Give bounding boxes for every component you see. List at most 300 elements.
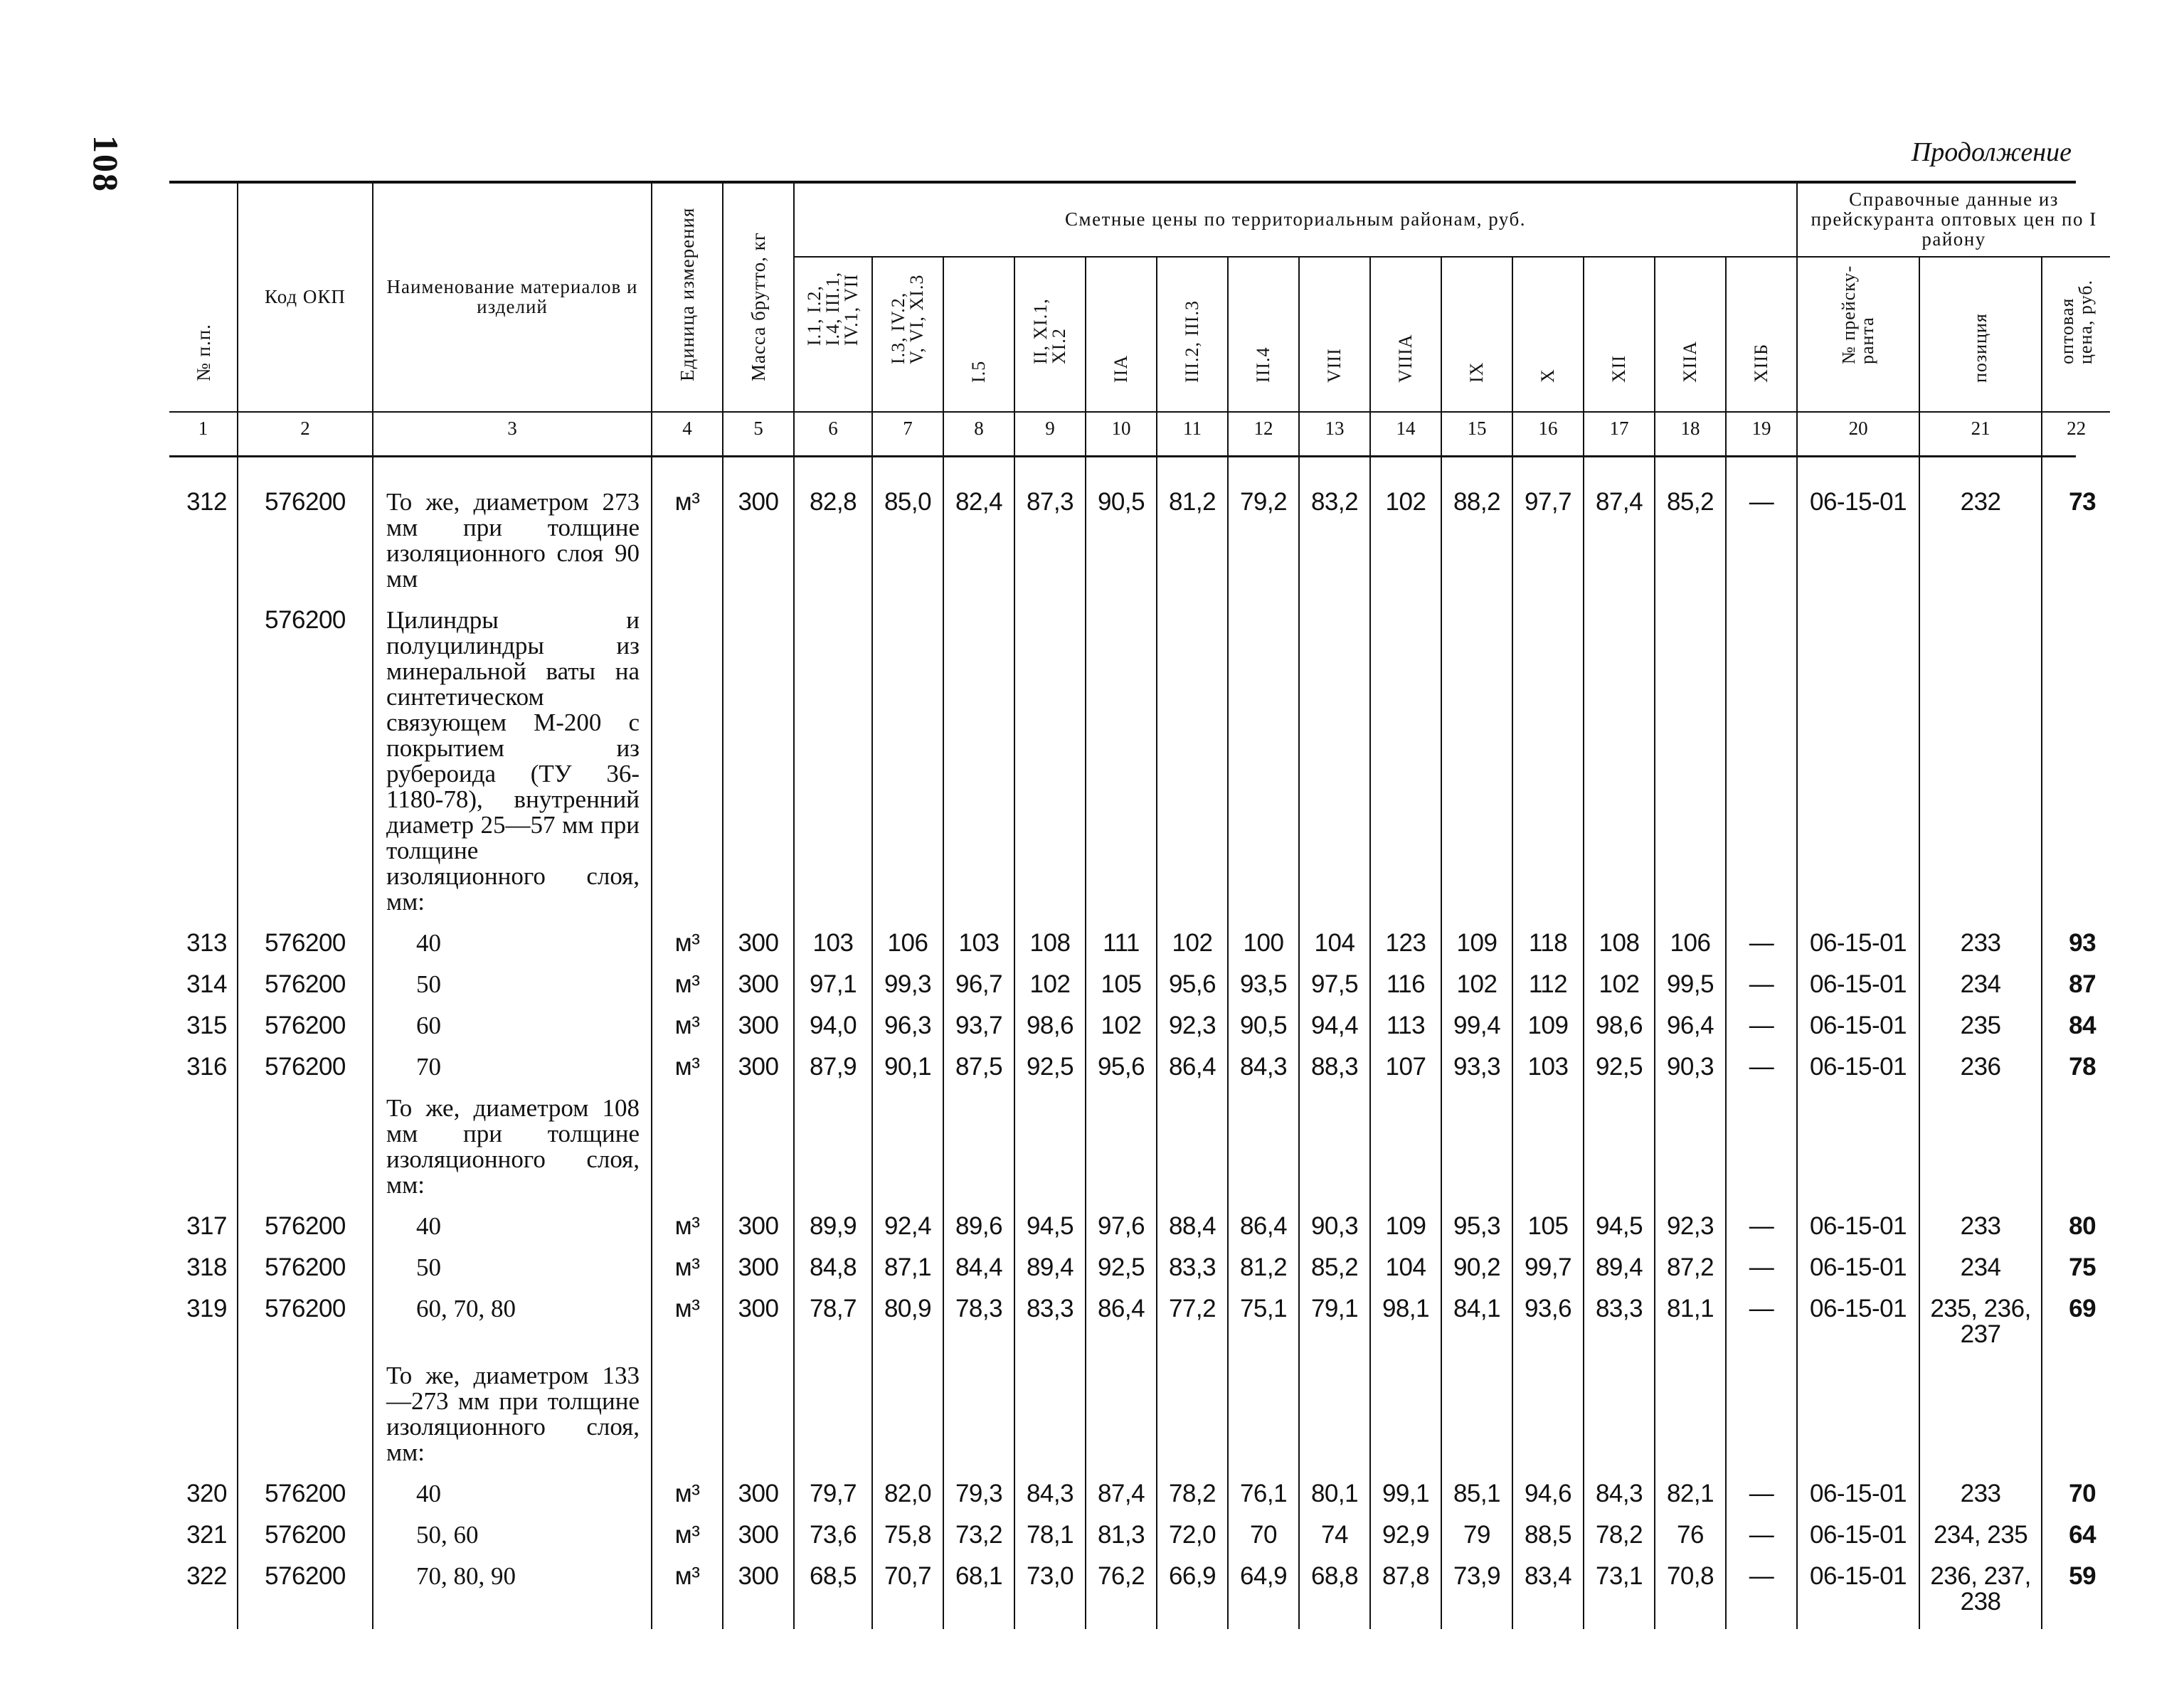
district-price: 98,1 xyxy=(1370,1295,1441,1362)
gross-mass: 300 xyxy=(723,1012,794,1053)
row-number: 316 xyxy=(169,1053,238,1094)
header-district-12: XII xyxy=(1584,257,1655,412)
district-price xyxy=(1014,1362,1086,1480)
table-row xyxy=(169,1521,2110,1562)
price-list-number: 06-15-01 xyxy=(1797,1521,1919,1562)
price-list-position xyxy=(1919,1362,2042,1480)
district-price: 97,6 xyxy=(1086,1212,1157,1253)
district-price: 108 xyxy=(1584,929,1655,970)
item-name: 60, 70, 80 xyxy=(373,1295,652,1362)
district-price: 78,2 xyxy=(1584,1521,1655,1562)
row-number: 322 xyxy=(169,1562,238,1629)
spacer-cell xyxy=(943,444,1014,488)
district-price: 113 xyxy=(1370,1012,1441,1053)
price-list-position: 234 xyxy=(1919,1253,2042,1295)
district-price xyxy=(1157,1094,1228,1212)
column-number-9: 9 xyxy=(1014,412,1086,444)
unit: м³ xyxy=(652,488,723,606)
table-header xyxy=(169,182,2110,444)
district-price: 99,3 xyxy=(872,970,943,1012)
district-price: 83,3 xyxy=(1584,1295,1655,1362)
district-price xyxy=(1228,1094,1299,1212)
okp-code: 576200 xyxy=(238,606,373,929)
district-price: 94,5 xyxy=(1014,1212,1086,1253)
okp-code: 576200 xyxy=(238,1212,373,1253)
district-price xyxy=(1584,1094,1655,1212)
district-price: 109 xyxy=(1512,1012,1584,1053)
row-number xyxy=(169,1094,238,1212)
item-name: 40 xyxy=(373,929,652,970)
district-price xyxy=(1086,1094,1157,1212)
district-price: 92,5 xyxy=(1086,1253,1157,1295)
spacer-cell xyxy=(723,444,794,488)
district-price xyxy=(1157,1362,1228,1480)
district-price: — xyxy=(1726,929,1797,970)
price-list-number xyxy=(1797,1362,1919,1480)
district-price: 82,1 xyxy=(1655,1480,1726,1521)
district-price: 92,5 xyxy=(1584,1053,1655,1094)
wholesale-price xyxy=(2042,1094,2110,1212)
district-price: — xyxy=(1726,1295,1797,1362)
district-price: 109 xyxy=(1441,929,1512,970)
district-price: 106 xyxy=(1655,929,1726,970)
okp-code xyxy=(238,1362,373,1480)
spacer-cell xyxy=(1086,444,1157,488)
wholesale-price: 93 xyxy=(2042,929,2110,970)
district-price: 88,3 xyxy=(1299,1053,1370,1094)
column-number-13: 13 xyxy=(1299,412,1370,444)
district-price: 123 xyxy=(1370,929,1441,970)
district-price: 84,4 xyxy=(943,1253,1014,1295)
okp-code: 576200 xyxy=(238,1562,373,1629)
district-price xyxy=(1441,1094,1512,1212)
unit: м³ xyxy=(652,1212,723,1253)
district-price xyxy=(794,606,872,929)
gross-mass: 300 xyxy=(723,1053,794,1094)
district-price: 90,5 xyxy=(1228,1012,1299,1053)
district-price: 84,8 xyxy=(794,1253,872,1295)
district-price: 103 xyxy=(1512,1053,1584,1094)
table-row xyxy=(169,1094,2110,1212)
district-price: 85,2 xyxy=(1655,488,1726,606)
price-list-position: 232 xyxy=(1919,488,2042,606)
district-price: — xyxy=(1726,1212,1797,1253)
header-district-2: I.3, IV.2, V, VI, XI.3 xyxy=(872,257,943,412)
district-price: 73,1 xyxy=(1584,1562,1655,1629)
unit: м³ xyxy=(652,1562,723,1629)
district-price xyxy=(1441,606,1512,929)
district-price: 83,2 xyxy=(1299,488,1370,606)
district-price: 83,3 xyxy=(1014,1295,1086,1362)
row-number xyxy=(169,606,238,929)
district-price: 94,0 xyxy=(794,1012,872,1053)
header-district-9: VIIIA xyxy=(1370,257,1441,412)
header-district-6: III.2, III.3 xyxy=(1157,257,1228,412)
district-price: 102 xyxy=(1370,488,1441,606)
item-name: То же, диаметром 108 мм при толщине изоляционного слоя, мм: xyxy=(373,1094,652,1212)
item-name: 50 xyxy=(373,970,652,1012)
district-price: 89,4 xyxy=(1014,1253,1086,1295)
item-name: 50, 60 xyxy=(373,1521,652,1562)
district-price: 111 xyxy=(1086,929,1157,970)
district-price: 88,2 xyxy=(1441,488,1512,606)
district-price xyxy=(1655,606,1726,929)
header-district-11: X xyxy=(1512,257,1584,412)
district-price: 102 xyxy=(1584,970,1655,1012)
district-price: 81,2 xyxy=(1228,1253,1299,1295)
district-price xyxy=(872,606,943,929)
header-reference-1: № прейску- ранта xyxy=(1797,257,1919,412)
district-price: 73,0 xyxy=(1014,1562,1086,1629)
district-price xyxy=(1370,1362,1441,1480)
okp-code xyxy=(238,1094,373,1212)
item-name: 40 xyxy=(373,1480,652,1521)
price-list-position: 234 xyxy=(1919,970,2042,1012)
district-price: 73,2 xyxy=(943,1521,1014,1562)
table-row xyxy=(169,488,2110,606)
district-price: 87,4 xyxy=(1584,488,1655,606)
column-number-16: 16 xyxy=(1512,412,1584,444)
district-price: 97,5 xyxy=(1299,970,1370,1012)
header-district-3: I.5 xyxy=(943,257,1014,412)
district-price xyxy=(872,1362,943,1480)
continuation-label: Продолжение xyxy=(1911,137,2072,167)
column-number-1: 1 xyxy=(169,412,238,444)
district-price: 93,3 xyxy=(1441,1053,1512,1094)
district-price: 99,1 xyxy=(1370,1480,1441,1521)
gross-mass: 300 xyxy=(723,488,794,606)
district-price: 106 xyxy=(872,929,943,970)
district-price: 95,6 xyxy=(1157,970,1228,1012)
price-list-position xyxy=(1919,606,2042,929)
price-list-position: 235, 236, 237 xyxy=(1919,1295,2042,1362)
price-list-number: 06-15-01 xyxy=(1797,970,1919,1012)
district-price: 93,6 xyxy=(1512,1295,1584,1362)
price-list-position xyxy=(1919,1094,2042,1212)
district-price: 79 xyxy=(1441,1521,1512,1562)
price-list-number: 06-15-01 xyxy=(1797,1012,1919,1053)
row-number: 321 xyxy=(169,1521,238,1562)
spacer-cell xyxy=(1797,444,1919,488)
gross-mass: 300 xyxy=(723,1562,794,1629)
district-price: 105 xyxy=(1086,970,1157,1012)
unit: м³ xyxy=(652,970,723,1012)
price-list-number xyxy=(1797,606,1919,929)
district-price: — xyxy=(1726,1253,1797,1295)
price-list-position: 233 xyxy=(1919,1480,2042,1521)
okp-code: 576200 xyxy=(238,970,373,1012)
district-price: 102 xyxy=(1441,970,1512,1012)
district-price: 84,3 xyxy=(1584,1480,1655,1521)
header-reference-2: позиция xyxy=(1919,257,2042,412)
table-row xyxy=(169,606,2110,929)
district-price: 77,2 xyxy=(1157,1295,1228,1362)
district-price: 99,5 xyxy=(1655,970,1726,1012)
wholesale-price: 59 xyxy=(2042,1562,2110,1629)
unit: м³ xyxy=(652,1521,723,1562)
district-price: — xyxy=(1726,1012,1797,1053)
district-price: 68,5 xyxy=(794,1562,872,1629)
district-price: 104 xyxy=(1370,1253,1441,1295)
district-price: 73,6 xyxy=(794,1521,872,1562)
column-number-17: 17 xyxy=(1584,412,1655,444)
wholesale-price: 70 xyxy=(2042,1480,2110,1521)
gross-mass: 300 xyxy=(723,1253,794,1295)
district-price: 94,4 xyxy=(1299,1012,1370,1053)
district-price: 98,6 xyxy=(1014,1012,1086,1053)
price-list-number xyxy=(1797,1094,1919,1212)
table-row xyxy=(169,1212,2110,1253)
gross-mass: 300 xyxy=(723,1480,794,1521)
district-price: 96,3 xyxy=(872,1012,943,1053)
district-price: 81,2 xyxy=(1157,488,1228,606)
district-price: 74 xyxy=(1299,1521,1370,1562)
row-number xyxy=(169,1362,238,1480)
district-price: 82,0 xyxy=(872,1480,943,1521)
district-price: 87,4 xyxy=(1086,1480,1157,1521)
header-district-5: IIA xyxy=(1086,257,1157,412)
district-price xyxy=(1726,1094,1797,1212)
item-name: 70, 80, 90 xyxy=(373,1562,652,1629)
district-price xyxy=(1655,1362,1726,1480)
district-price: 88,5 xyxy=(1512,1521,1584,1562)
spacer-cell xyxy=(1512,444,1584,488)
district-price: 78,3 xyxy=(943,1295,1014,1362)
spacer-cell xyxy=(1655,444,1726,488)
district-price xyxy=(1726,1362,1797,1480)
row-number: 314 xyxy=(169,970,238,1012)
price-list-number: 06-15-01 xyxy=(1797,1253,1919,1295)
wholesale-price: 73 xyxy=(2042,488,2110,606)
gross-mass: 300 xyxy=(723,1521,794,1562)
district-price: 96,4 xyxy=(1655,1012,1726,1053)
okp-code: 576200 xyxy=(238,1253,373,1295)
wholesale-price xyxy=(2042,606,2110,929)
district-price xyxy=(794,1094,872,1212)
district-price: 108 xyxy=(1014,929,1086,970)
district-price: 90,1 xyxy=(872,1053,943,1094)
okp-code: 576200 xyxy=(238,929,373,970)
district-price: 86,4 xyxy=(1157,1053,1228,1094)
spacer-cell xyxy=(794,444,872,488)
wholesale-price: 75 xyxy=(2042,1253,2110,1295)
district-price: 92,3 xyxy=(1157,1012,1228,1053)
district-price: 82,4 xyxy=(943,488,1014,606)
district-price: 78,1 xyxy=(1014,1521,1086,1562)
district-price: 70 xyxy=(1228,1521,1299,1562)
district-price: 64,9 xyxy=(1228,1562,1299,1629)
district-price: 66,9 xyxy=(1157,1562,1228,1629)
price-list-position: 234, 235 xyxy=(1919,1521,2042,1562)
okp-code: 576200 xyxy=(238,488,373,606)
district-price: 79,3 xyxy=(943,1480,1014,1521)
item-name: То же, диаметром 133—273 мм при толщине изоляционного слоя, мм: xyxy=(373,1362,652,1480)
district-price: 79,1 xyxy=(1299,1295,1370,1362)
unit: м³ xyxy=(652,1253,723,1295)
header-mass: Масса брутто, кг xyxy=(723,182,794,412)
district-price xyxy=(1228,606,1299,929)
district-price: 87,1 xyxy=(872,1253,943,1295)
district-price: 86,4 xyxy=(1228,1212,1299,1253)
district-price: 90,2 xyxy=(1441,1253,1512,1295)
spacer-cell xyxy=(1370,444,1441,488)
district-price xyxy=(1726,606,1797,929)
spacer-cell xyxy=(1228,444,1299,488)
district-price xyxy=(1299,606,1370,929)
spacer-cell xyxy=(1584,444,1655,488)
gross-mass xyxy=(723,606,794,929)
district-price: 76,1 xyxy=(1228,1480,1299,1521)
district-price: 99,7 xyxy=(1512,1253,1584,1295)
wholesale-price: 84 xyxy=(2042,1012,2110,1053)
column-number-3: 3 xyxy=(373,412,652,444)
spacer-cell xyxy=(1299,444,1370,488)
district-price xyxy=(1584,606,1655,929)
header-district-8: VIII xyxy=(1299,257,1370,412)
table-row xyxy=(169,1053,2110,1094)
item-name: Цилиндры и полуцилиндры из минеральной ваты на синтетическом связующем М-200 с покрытием из рубероида (ТУ 36-1180-78), внутренний диаметр 25—57 мм при толщине изоляционного слоя, мм: xyxy=(373,606,652,929)
district-price: 76,2 xyxy=(1086,1562,1157,1629)
price-list-number: 06-15-01 xyxy=(1797,488,1919,606)
price-list-number: 06-15-01 xyxy=(1797,1212,1919,1253)
district-price: 75,8 xyxy=(872,1521,943,1562)
district-price: 109 xyxy=(1370,1212,1441,1253)
gross-mass: 300 xyxy=(723,1212,794,1253)
price-list-position: 233 xyxy=(1919,929,2042,970)
column-number-5: 5 xyxy=(723,412,794,444)
district-price: 99,4 xyxy=(1441,1012,1512,1053)
item-name: 40 xyxy=(373,1212,652,1253)
price-list-position: 236 xyxy=(1919,1053,2042,1094)
okp-code: 576200 xyxy=(238,1012,373,1053)
table-row xyxy=(169,929,2110,970)
district-price xyxy=(1370,1094,1441,1212)
header-district-4: II, XI.1, XI.2 xyxy=(1014,257,1086,412)
price-list-position: 233 xyxy=(1919,1212,2042,1253)
header-reference-data: Справочные данные из прейскуранта оптовых цен по I району xyxy=(1797,182,2110,257)
district-price: — xyxy=(1726,970,1797,1012)
column-number-12: 12 xyxy=(1228,412,1299,444)
spacer-cell xyxy=(373,444,652,488)
district-price: 78,7 xyxy=(794,1295,872,1362)
wholesale-price: 80 xyxy=(2042,1212,2110,1253)
table-row xyxy=(169,1253,2110,1295)
spacer-cell xyxy=(1726,444,1797,488)
district-price: 90,3 xyxy=(1655,1053,1726,1094)
column-number-14: 14 xyxy=(1370,412,1441,444)
district-price xyxy=(1299,1094,1370,1212)
district-price xyxy=(1157,606,1228,929)
unit: м³ xyxy=(652,1480,723,1521)
district-price: 116 xyxy=(1370,970,1441,1012)
district-price xyxy=(794,1362,872,1480)
district-price: 96,7 xyxy=(943,970,1014,1012)
district-price xyxy=(1584,1362,1655,1480)
district-price: 84,3 xyxy=(1014,1480,1086,1521)
wholesale-price: 87 xyxy=(2042,970,2110,1012)
row-number: 319 xyxy=(169,1295,238,1362)
district-price: 100 xyxy=(1228,929,1299,970)
unit: м³ xyxy=(652,1295,723,1362)
district-price xyxy=(1086,1362,1157,1480)
header-district-7: III.4 xyxy=(1228,257,1299,412)
district-price: 78,2 xyxy=(1157,1480,1228,1521)
okp-code: 576200 xyxy=(238,1295,373,1362)
district-price: 93,7 xyxy=(943,1012,1014,1053)
wholesale-price: 64 xyxy=(2042,1521,2110,1562)
district-price: 85,0 xyxy=(872,488,943,606)
district-price: 118 xyxy=(1512,929,1584,970)
price-list-number: 06-15-01 xyxy=(1797,1480,1919,1521)
district-price: 72,0 xyxy=(1157,1521,1228,1562)
district-price: 87,2 xyxy=(1655,1253,1726,1295)
district-price: 97,1 xyxy=(794,970,872,1012)
header-unit: Единица измерения xyxy=(652,182,723,412)
district-price: 92,3 xyxy=(1655,1212,1726,1253)
price-table xyxy=(169,182,2110,1629)
row-number: 318 xyxy=(169,1253,238,1295)
district-price: 104 xyxy=(1299,929,1370,970)
district-price: 102 xyxy=(1014,970,1086,1012)
district-price: 90,5 xyxy=(1086,488,1157,606)
column-number-22: 22 xyxy=(2042,412,2110,444)
district-price: 103 xyxy=(794,929,872,970)
item-name: 60 xyxy=(373,1012,652,1053)
price-list-number: 06-15-01 xyxy=(1797,1295,1919,1362)
district-price: 81,3 xyxy=(1086,1521,1157,1562)
district-price: 94,5 xyxy=(1584,1212,1655,1253)
district-price: 85,1 xyxy=(1441,1480,1512,1521)
column-number-20: 20 xyxy=(1797,412,1919,444)
spacer-cell xyxy=(169,444,238,488)
column-number-19: 19 xyxy=(1726,412,1797,444)
header-district-13: XIIA xyxy=(1655,257,1726,412)
header-district-10: IX xyxy=(1441,257,1512,412)
page-number: 108 xyxy=(86,135,126,193)
district-price: 70,8 xyxy=(1655,1562,1726,1629)
wholesale-price: 69 xyxy=(2042,1295,2110,1362)
district-price: 112 xyxy=(1512,970,1584,1012)
district-price: 82,8 xyxy=(794,488,872,606)
column-number-10: 10 xyxy=(1086,412,1157,444)
unit xyxy=(652,1094,723,1212)
district-price: 88,4 xyxy=(1157,1212,1228,1253)
district-price xyxy=(1441,1362,1512,1480)
spacer-cell xyxy=(1157,444,1228,488)
district-price: 107 xyxy=(1370,1053,1441,1094)
district-price: 90,3 xyxy=(1299,1212,1370,1253)
table-row xyxy=(169,1012,2110,1053)
column-number-4: 4 xyxy=(652,412,723,444)
row-number: 320 xyxy=(169,1480,238,1521)
price-list-position: 235 xyxy=(1919,1012,2042,1053)
column-number-15: 15 xyxy=(1441,412,1512,444)
district-price: 103 xyxy=(943,929,1014,970)
district-price: — xyxy=(1726,1521,1797,1562)
row-number: 313 xyxy=(169,929,238,970)
item-name: То же, диаметром 273 мм при толщине изоляционного слоя 90 мм xyxy=(373,488,652,606)
column-number-11: 11 xyxy=(1157,412,1228,444)
column-number-8: 8 xyxy=(943,412,1014,444)
wholesale-price: 78 xyxy=(2042,1053,2110,1094)
district-price xyxy=(1228,1362,1299,1480)
item-name: 50 xyxy=(373,1253,652,1295)
table-row xyxy=(169,970,2110,1012)
district-price: 68,1 xyxy=(943,1562,1014,1629)
row-number: 315 xyxy=(169,1012,238,1053)
unit: м³ xyxy=(652,1053,723,1094)
gross-mass: 300 xyxy=(723,970,794,1012)
